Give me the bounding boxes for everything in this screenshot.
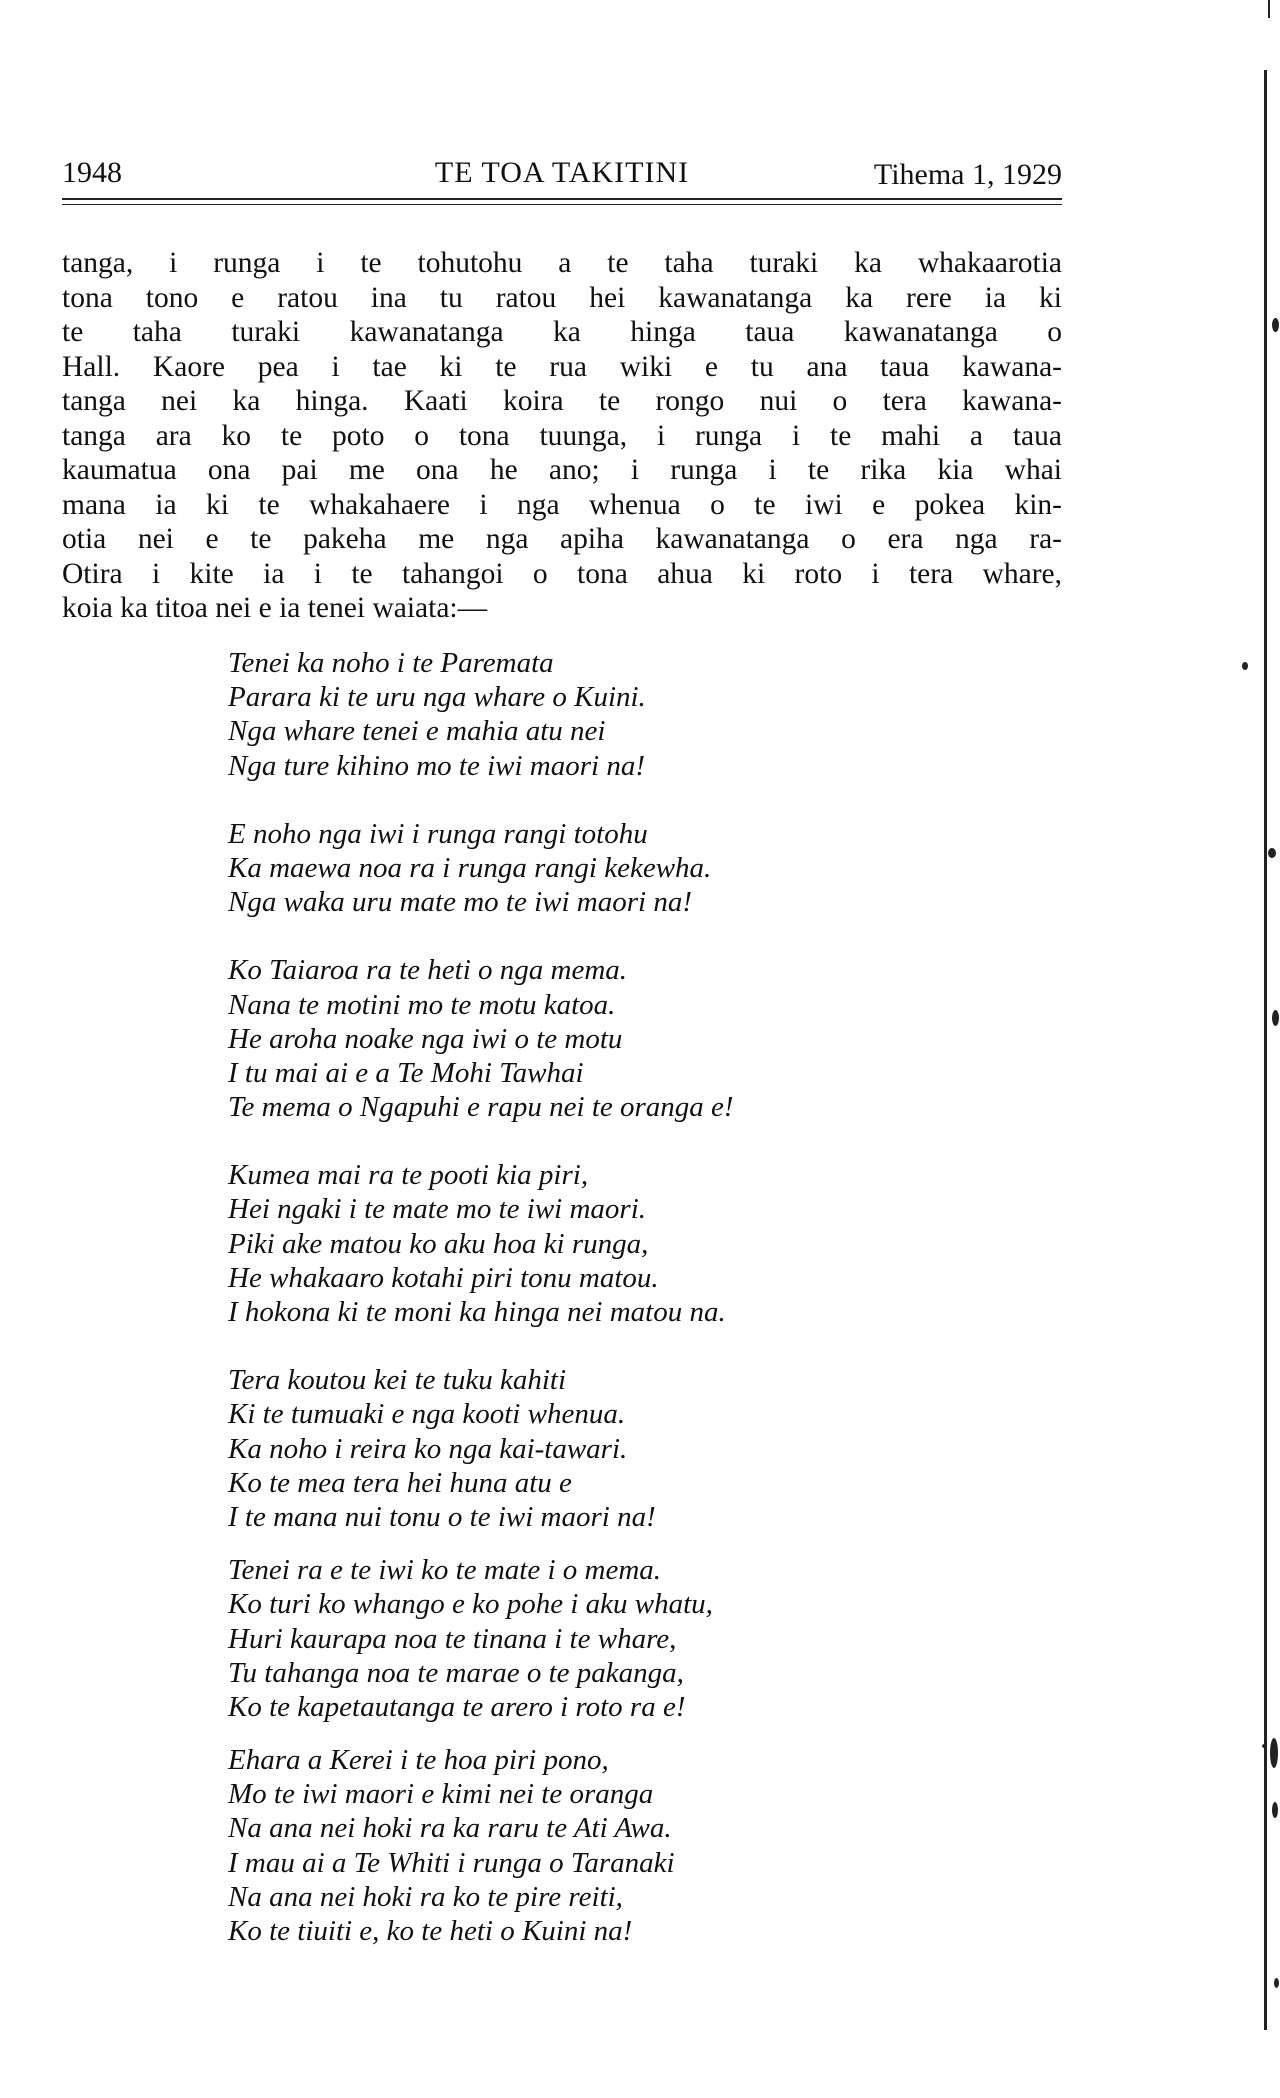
verse-line: Ko te kapetautanga te arero i roto ra e! — [228, 1690, 686, 1723]
verse-line: Ka maewa noa ra i runga rangi kekewha. — [228, 851, 712, 884]
scan-edge-line — [1264, 70, 1267, 2030]
poem-stanza — [228, 1743, 1028, 1948]
verse-line: Tenei ka noho i te Paremata — [228, 647, 554, 679]
verse-line: Parara ki te uru nga whare o Kuini. — [228, 681, 646, 714]
header-rule — [62, 198, 1062, 200]
verse-line: Nga waka uru mate mo te iwi maori na! — [228, 886, 692, 919]
verse-line: I mau ai a Te Whiti i runga o Taranaki — [228, 1846, 675, 1879]
header-rule-thin — [62, 204, 1062, 205]
verse-line: Nga ture kihino mo te iwi maori na! — [228, 749, 645, 782]
verse-line: E noho nga iwi i runga rangi totohu — [228, 817, 648, 850]
prose-line: otia nei e te pakeha me nga apiha kawanatanga o era nga ra- — [62, 523, 1062, 555]
verse-line: Na ana nei hoki ra ko te pire reiti, — [228, 1880, 623, 1913]
prose-line: tanga, i runga i te tohutohu a te taha turaki ka whakaarotia — [62, 247, 1062, 279]
verse-line: Ko te tiuiti e, ko te heti o Kuini na! — [228, 1915, 633, 1947]
page-header — [62, 152, 1062, 196]
publication-title: TE TOA TAKITINI — [434, 156, 690, 189]
scan-speck — [1272, 1010, 1279, 1026]
scan-speck — [1272, 1802, 1278, 1818]
verse-line: Ko turi ko whango e ko pohe i aku whatu, — [228, 1588, 713, 1621]
scan-speck — [1274, 1978, 1279, 1988]
verse-line: Ko te mea tera hei huna atu e — [228, 1466, 572, 1499]
verse-line: Piki ake matou ko aku hoa ki runga, — [228, 1227, 649, 1260]
scan-speck — [1270, 1738, 1278, 1768]
page-number: 1948 — [62, 156, 122, 189]
verse-line: He aroha noake nga iwi o te motu — [228, 1022, 623, 1055]
verse-line: Nana te motini mo te motu katoa. — [228, 988, 616, 1021]
verse-line: I hokona ki te moni ka hinga nei matou na. — [228, 1296, 726, 1328]
scan-edge-tick — [1268, 0, 1270, 18]
verse-line: Ko Taiaroa ra te heti o nga mema. — [228, 954, 628, 987]
prose-line: Otira i kite ia i te tahangoi o tona ahua ki roto i tera whare, — [62, 557, 1062, 590]
scan-speck — [1272, 318, 1279, 332]
verse-line: Hei ngaki i te mate mo te iwi maori. — [228, 1193, 647, 1226]
verse-line: Ehara a Kerei i te hoa piri pono, — [228, 1744, 609, 1777]
poem-stanza — [228, 1363, 1028, 1534]
scan-speck — [1268, 848, 1276, 858]
prose-line: tona tono e ratou ina tu ratou hei kawanatanga ka rere ia ki — [62, 281, 1062, 314]
scan-speck — [1242, 662, 1248, 670]
verse-line: Huri kaurapa noa te tinana i te whare, — [228, 1622, 677, 1655]
prose-line: mana ia ki te whakahaere i nga whenua o te iwi e pokea kin- — [62, 488, 1062, 521]
issue-date: Tihema 1, 1929 — [873, 158, 1062, 191]
verse-line: Tu tahanga noa te marae o te pakanga, — [228, 1656, 684, 1689]
prose-line: te taha turaki kawanatanga ka hinga taua kawanatanga o — [62, 316, 1062, 348]
verse-line: He whakaaro kotahi piri tonu matou. — [228, 1261, 659, 1294]
poem — [228, 646, 1028, 1982]
verse-line: Ki te tumuaki e nga kooti whenua. — [228, 1398, 626, 1431]
prose-paragraph — [62, 246, 1062, 626]
poem-stanza — [228, 953, 1028, 1124]
verse-line: I tu mai ai e a Te Mohi Tawhai — [228, 1056, 584, 1089]
verse-line: Tenei ra e te iwi ko te mate i o mema. — [228, 1554, 662, 1587]
prose-line: kaumatua ona pai me ona he ano; i runga i te rika kia whai — [62, 454, 1062, 486]
poem-stanza — [228, 1553, 1028, 1724]
poem-stanza — [228, 646, 1028, 783]
verse-line: Ka noho i reira ko nga kai-tawari. — [228, 1432, 628, 1465]
verse-line: I te mana nui tonu o te iwi maori na! — [228, 1500, 656, 1533]
prose-line: tanga ara ko te poto o tona tuunga, i runga i te mahi a taua — [62, 419, 1062, 452]
scan-speck — [1262, 1744, 1267, 1748]
verse-line: Na ana nei hoki ra ka raru te Ati Awa. — [228, 1812, 672, 1845]
prose-line: Hall. Kaore pea i tae ki te rua wiki e tu ana taua kawana- — [62, 350, 1062, 383]
prose-line: koia ka titoa nei e ia tenei waiata:— — [62, 592, 488, 624]
poem-stanza — [228, 817, 1028, 920]
verse-line: Mo te iwi maori e kimi nei te oranga — [228, 1778, 654, 1811]
verse-line: Nga whare tenei e mahia atu nei — [228, 715, 606, 748]
poem-stanza — [228, 1158, 1028, 1329]
prose-line: tanga nei ka hinga. Kaati koira te rongo nui o tera kawana- — [62, 385, 1062, 417]
verse-line: Kumea mai ra te pooti kia piri, — [228, 1159, 589, 1192]
verse-line: Te mema o Ngapuhi e rapu nei te oranga e! — [228, 1091, 734, 1124]
verse-line: Tera koutou kei te tuku kahiti — [228, 1364, 567, 1397]
